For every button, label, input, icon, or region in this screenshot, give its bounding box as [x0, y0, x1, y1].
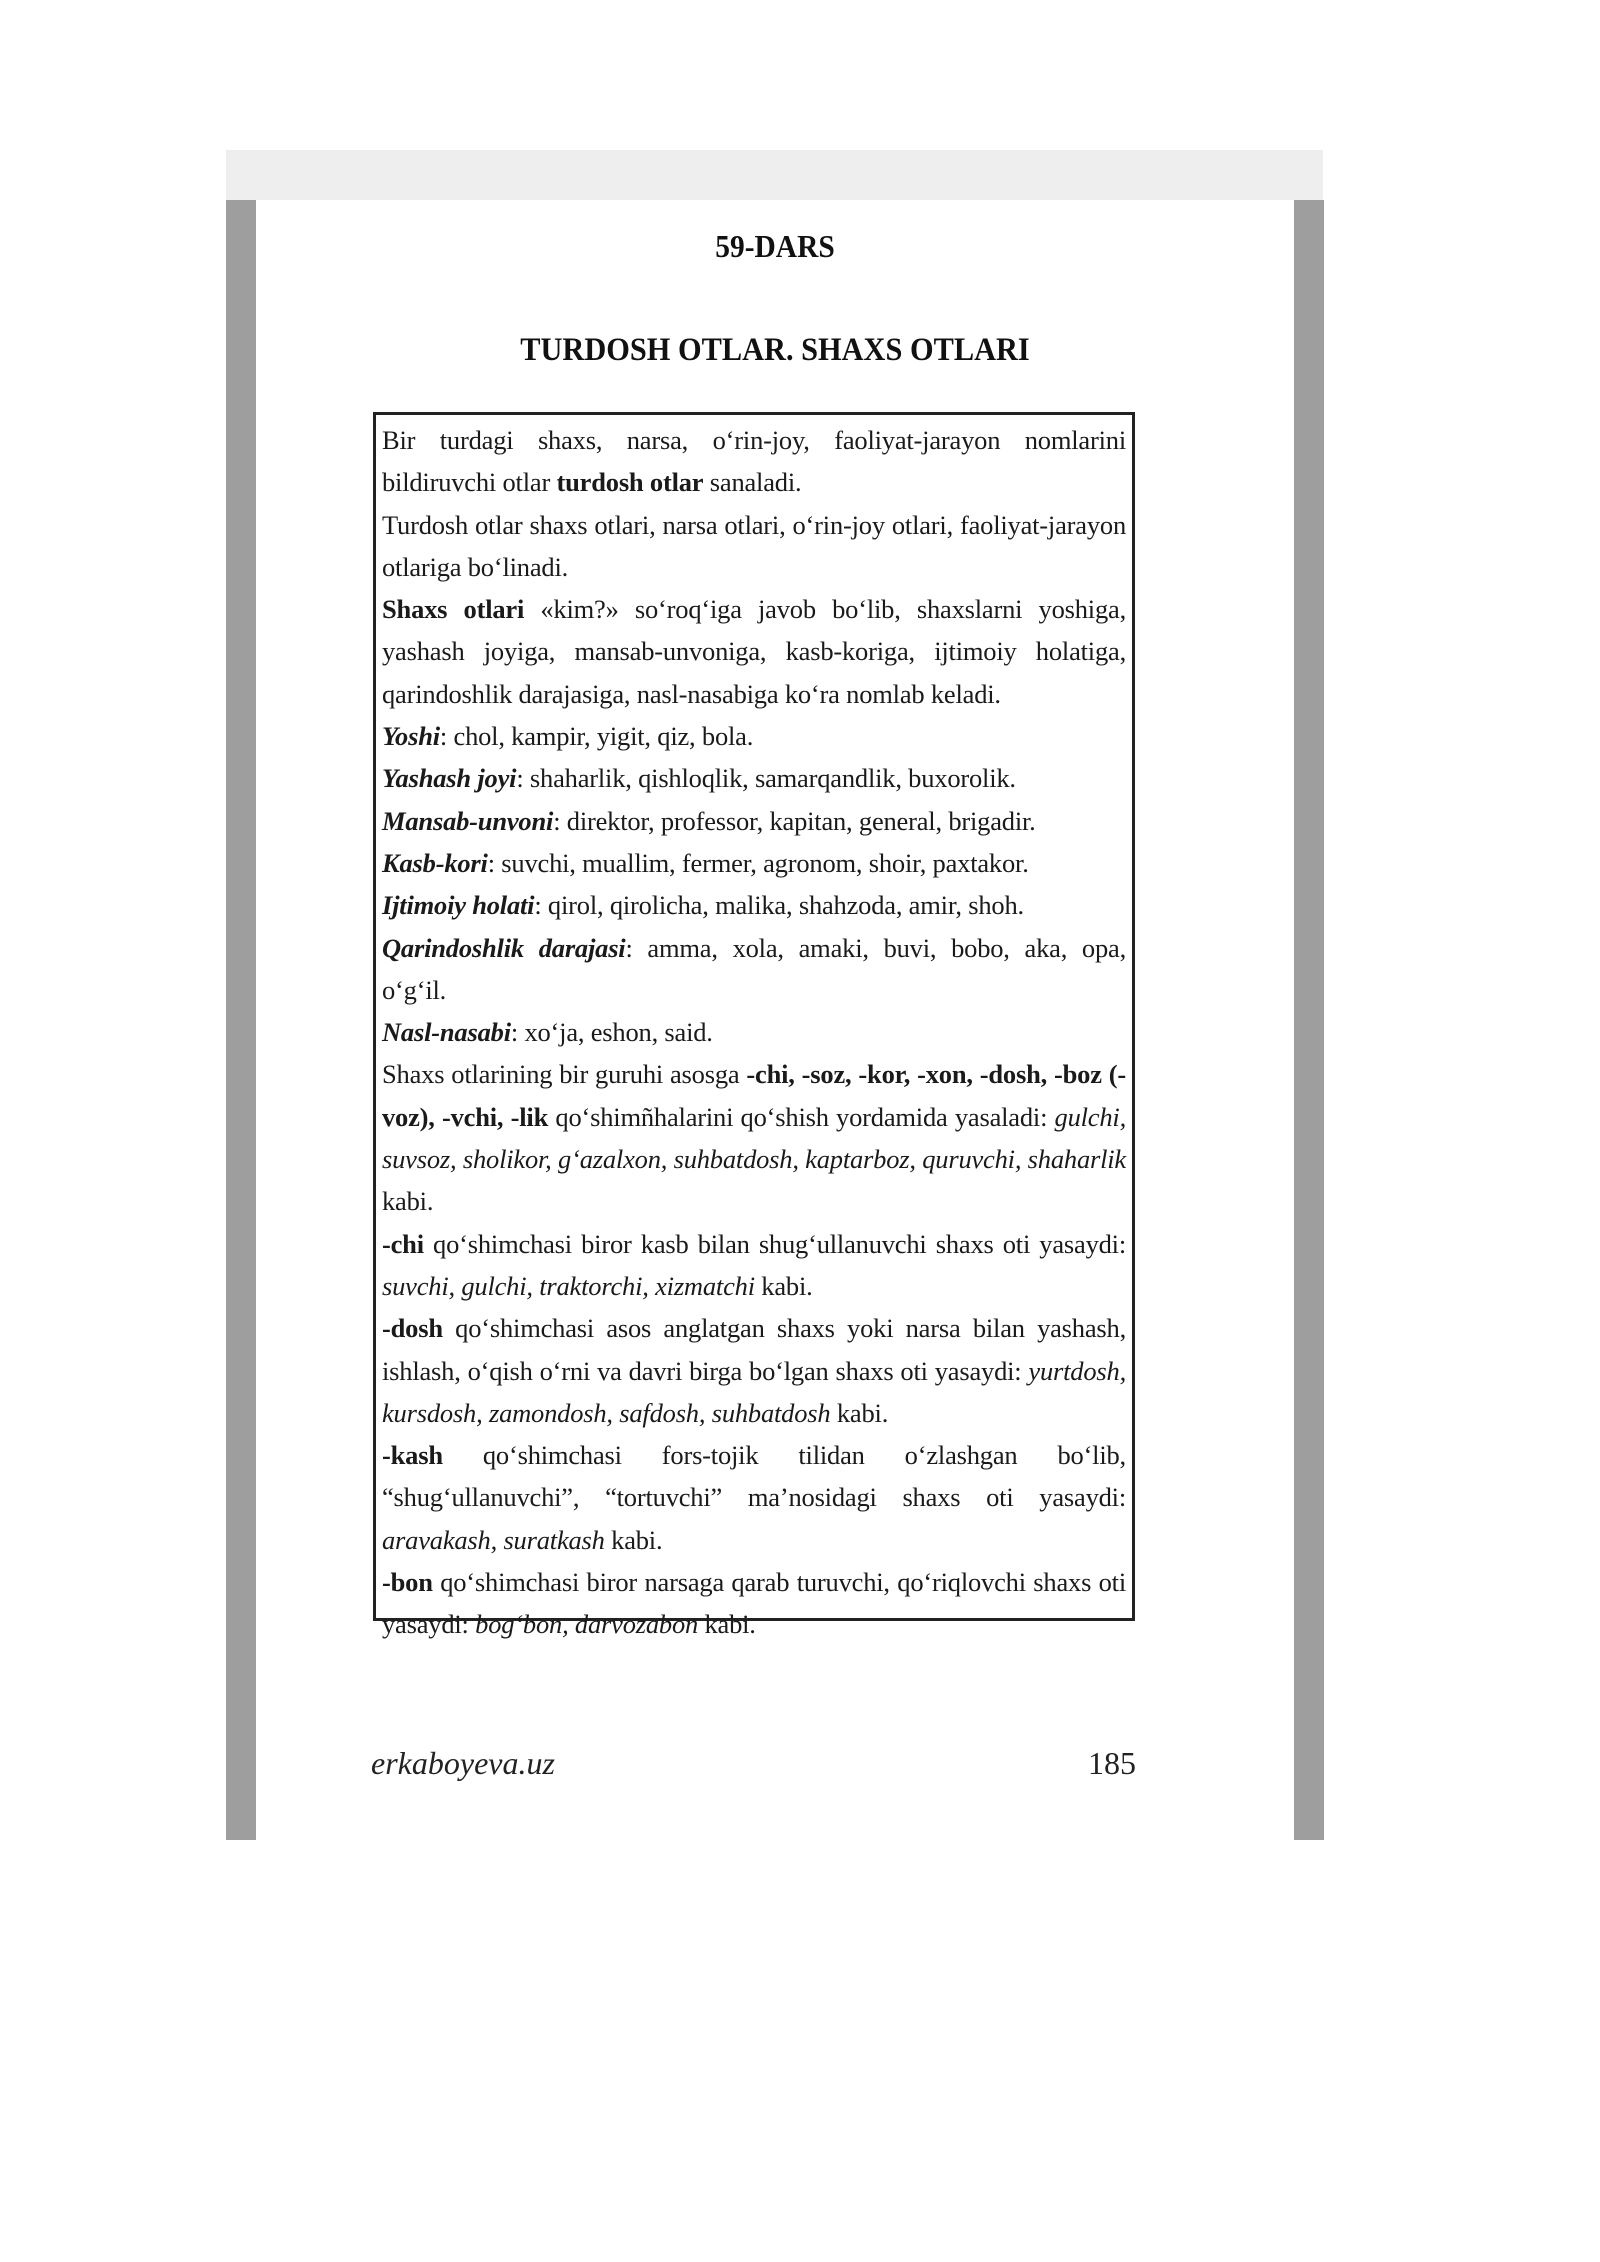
- category-label: Ijtimoiy holati: [382, 890, 535, 921]
- text: qo‘shimñhalarini qo‘shish yordamida yasaladi:: [548, 1101, 1055, 1132]
- examples: yurtdosh, kursdosh, zamondosh, safdosh, suhbatdosh: [382, 1355, 1126, 1428]
- text: kabi.: [698, 1609, 756, 1640]
- text: qo‘shimchasi biror narsaga qarab turuvchi, qo‘riqlovchi shaxs oti yasaydi:: [382, 1567, 1126, 1640]
- category-line: [382, 927, 1126, 1012]
- page-number: 185: [1088, 1745, 1136, 1781]
- category-label: Yashash joyi: [382, 763, 517, 794]
- category-examples: : amma, xola, amaki, buvi, bobo, aka, opa, o‘g‘il.: [382, 932, 1126, 1005]
- category-line: [382, 1011, 1126, 1053]
- category-examples: : xo‘ja, eshon, said.: [510, 1017, 713, 1048]
- category-examples: : qirol, qirolicha, malika, shahzoda, amir, shoh.: [534, 890, 1024, 921]
- person-nouns-paragraph: [382, 588, 1126, 715]
- text: qo‘shimchasi asos anglatgan shaxs yoki narsa bilan yashash, ishlash, o‘qish o‘rni va davri birga bo‘lgan shaxs oti yasaydi:: [382, 1313, 1126, 1386]
- suffix: -bon: [382, 1567, 433, 1598]
- text: sanaladi.: [703, 467, 802, 498]
- text: kabi.: [830, 1397, 889, 1428]
- category-examples: : direktor, professor, kapitan, general, brigadir.: [553, 805, 1036, 836]
- category-line: [382, 757, 1126, 799]
- category-label: Qarindoshlik darajasi: [382, 932, 626, 963]
- text: Shaxs otlarining bir guruhi asosga: [382, 1059, 747, 1090]
- rule-box: [373, 412, 1135, 1640]
- examples: bog‘bon, darvozabon: [475, 1609, 699, 1640]
- lesson-number: 59-DARS: [715, 228, 835, 264]
- suffix: -kash: [382, 1440, 443, 1471]
- category-line: [382, 842, 1126, 884]
- suffix-list: -chi, -soz, -kor, -xon, -dosh, -boz (-voz), -vchi, -lik: [382, 1059, 1126, 1132]
- page-title: TURDOSH OTLAR. SHAXS OTLARI: [520, 332, 1030, 368]
- examples: suvchi, gulchi, traktorchi, xizmatchi: [382, 1270, 755, 1301]
- suffix-group-paragraph: [382, 1053, 1126, 1222]
- category-line: [382, 800, 1126, 842]
- category-examples: : suvchi, muallim, fermer, agronom, shoir, paxtakor.: [487, 847, 1029, 878]
- document-page: [256, 200, 1294, 1840]
- text: kabi.: [604, 1524, 663, 1555]
- suffix-bon-paragraph: [382, 1561, 1126, 1646]
- text: qo‘shimchasi fors-tojik tilidan o‘zlashgan bo‘lib, “shug‘ullanuvchi”, “tortuvchi” ma’nosidagi shaxs oti yasaydi:: [382, 1440, 1126, 1513]
- suffix-dosh-paragraph: [382, 1307, 1126, 1434]
- footer-site: erkaboyeva.uz: [371, 1745, 555, 1781]
- viewer-left-scrollbar: [226, 200, 256, 1840]
- category-examples: : shaharlik, qishloqlik, samarqandlik, buxorolik.: [516, 763, 1016, 794]
- text: «kim?» so‘roq‘iga javob bo‘lib, shaxslarni yoshiga, yashash joyiga, mansab-unvoniga, kasb-koriga, ijtimoiy holatiga, qarindoshlik darajasiga, nasl-nasabiga ko‘ra nomlab keladi.: [382, 594, 1127, 709]
- category-label: Kasb-kori: [382, 847, 488, 878]
- text: kabi.: [382, 1186, 434, 1217]
- definition-paragraph: [382, 419, 1126, 504]
- term: Shaxs otlari: [382, 594, 525, 625]
- category-line: [382, 715, 1126, 757]
- text: Bir turdagi shaxs, narsa, o‘rin-joy, faoliyat-jarayon nomlarini bildiruvchi otlar: [382, 425, 1126, 498]
- suffix: -chi: [382, 1228, 424, 1259]
- suffix-kash-paragraph: [382, 1434, 1126, 1561]
- viewer-right-scrollbar: [1294, 200, 1324, 1840]
- category-label: Yoshi: [382, 721, 440, 752]
- suffix-chi-paragraph: [382, 1223, 1126, 1308]
- category-label: Mansab-unvoni: [382, 805, 554, 836]
- examples: gulchi, suvsoz, sholikor, g‘azalxon, suhbatdosh, kaptarboz, quruvchi, shaharlik: [382, 1101, 1126, 1175]
- category-examples: : chol, kampir, yigit, qiz, bola.: [439, 721, 754, 752]
- examples: aravakash, suratkash: [382, 1524, 605, 1555]
- viewer-top-bar: [226, 150, 1323, 200]
- classification-paragraph: Turdosh otlar shaxs otlari, narsa otlari, o‘rin-joy otlari, faoliyat-jarayon otlariga bo‘linadi.: [382, 509, 1126, 582]
- category-label: Nasl-nasabi: [382, 1017, 511, 1048]
- category-line: [382, 884, 1126, 926]
- text: qo‘shimchasi biror kasb bilan shug‘ullanuvchi shaxs oti yasaydi:: [423, 1228, 1126, 1259]
- term: turdosh otlar: [556, 467, 704, 498]
- suffix: -dosh: [382, 1313, 443, 1344]
- text: kabi.: [754, 1270, 813, 1301]
